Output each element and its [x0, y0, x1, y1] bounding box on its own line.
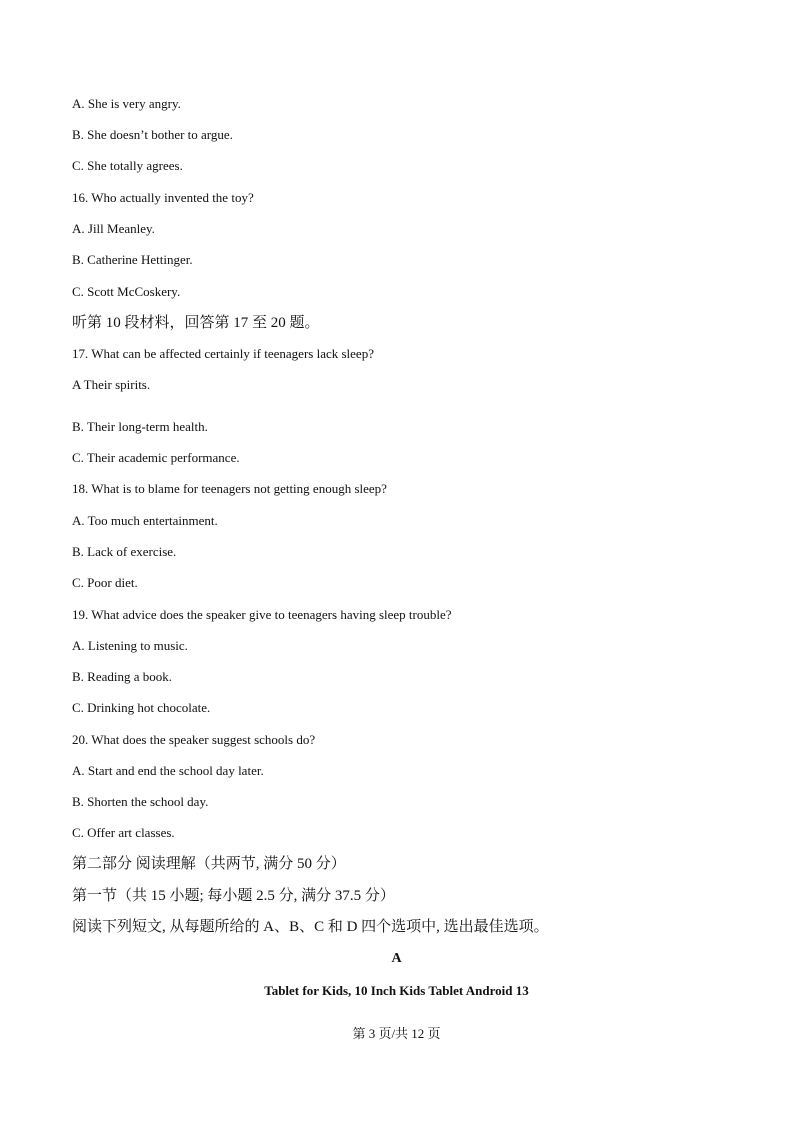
q16-option-a: A. Jill Meanley. [72, 221, 155, 236]
q19-option-a: A. Listening to music. [72, 638, 188, 653]
section1-heading: 第一节（共 15 小题; 每小题 2.5 分, 满分 37.5 分） [72, 888, 395, 904]
q17-option-a: A Their spirits. [72, 377, 151, 392]
q19-option-b: B. Reading a book. [72, 669, 173, 684]
q20-option-b: B. Shorten the school day. [72, 794, 209, 809]
q16-option-c: C. Scott McCoskery. [72, 284, 181, 299]
q18-option-c: C. Poor diet. [72, 575, 138, 590]
part2-heading: 第二部分 阅读理解（共两节, 满分 50 分） [72, 856, 346, 872]
q17-stem: 17. What can be affected certainly if teenagers lack sleep? [72, 346, 374, 361]
q15-option-c: C. She totally agrees. [72, 158, 183, 173]
q17-option-b: B. Their long-term health. [72, 419, 208, 434]
section10-heading: 听第 10 段材料，回答第 17 至 20 题。 [72, 315, 320, 331]
q19-option-c: C. Drinking hot chocolate. [72, 700, 211, 715]
q20-option-c: C. Offer art classes. [72, 825, 175, 840]
q18-stem: 18. What is to blame for teenagers not getting enough sleep? [72, 481, 387, 496]
q17-option-c: C. Their academic performance. [72, 450, 240, 465]
q18-option-a: A. Too much entertainment. [72, 513, 218, 528]
q18-option-b: B. Lack of exercise. [72, 544, 177, 559]
q19-stem: 19. What advice does the speaker give to teenagers having sleep trouble? [72, 607, 452, 622]
page-number: 第 3 页/共 12 页 [352, 1026, 441, 1041]
q20-stem: 20. What does the speaker suggest schools do? [72, 732, 316, 747]
instructions: 阅读下列短文, 从每题所给的 A、B、C 和 D 四个选项中, 选出最佳选项。 [72, 919, 549, 935]
q15-option-b: B. She doesn’t bother to argue. [72, 127, 233, 142]
q16-option-b: B. Catherine Hettinger. [72, 252, 193, 267]
q20-option-a: A. Start and end the school day later. [72, 763, 264, 778]
passage-letter: A [391, 951, 402, 966]
q15-option-a: A. She is very angry. [72, 96, 181, 111]
passage-title: Tablet for Kids, 10 Inch Kids Tablet Android 13 [264, 983, 529, 998]
q16-stem: 16. Who actually invented the toy? [72, 190, 254, 205]
